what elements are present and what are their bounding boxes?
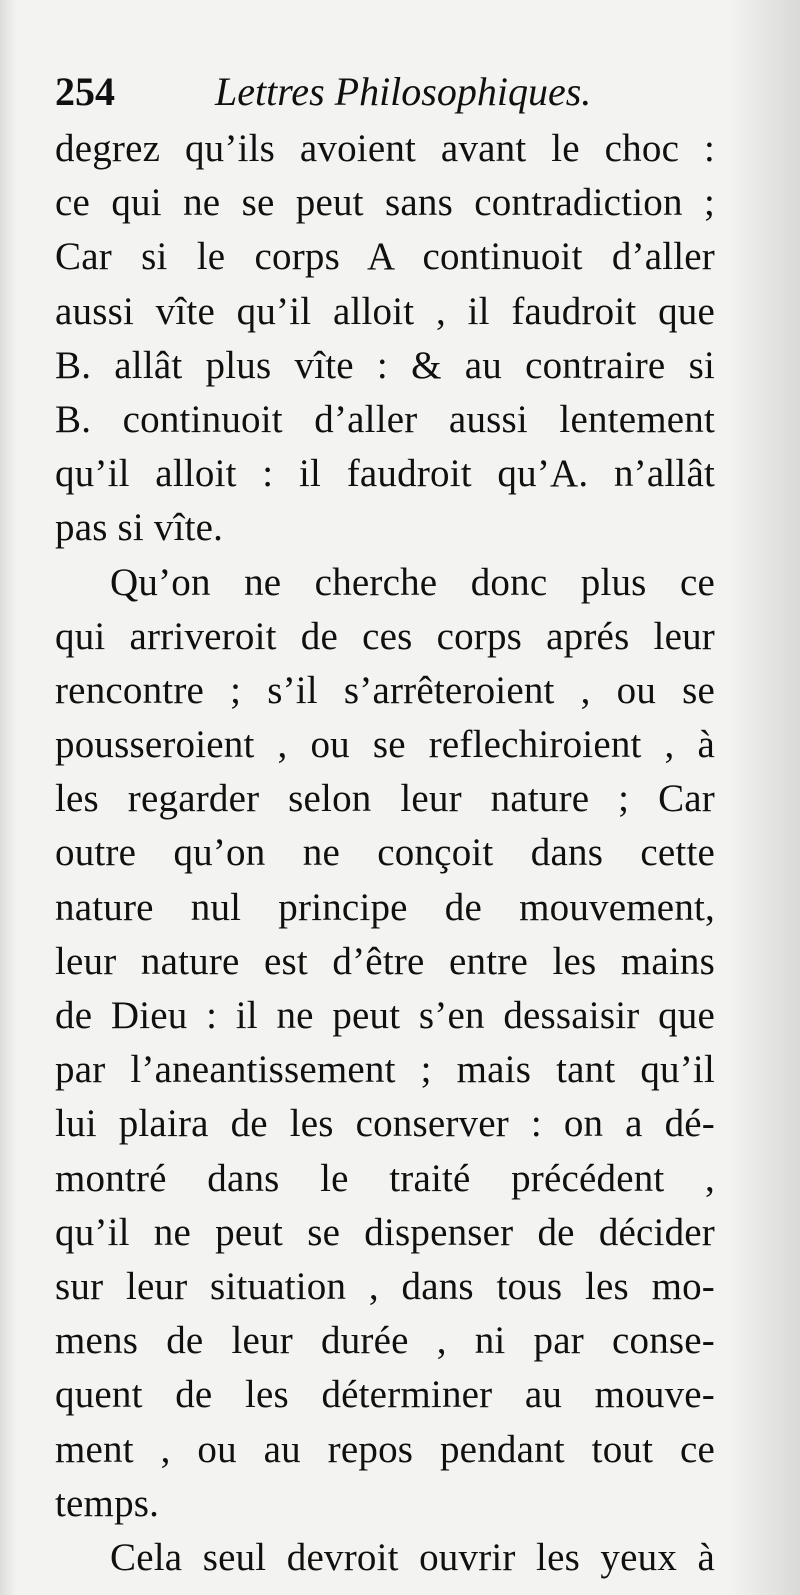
text-line: les regarder selon leur nature ; Car bbox=[55, 777, 715, 821]
text-line: qu’il alloit : il faudroit qu’A. n’allât bbox=[55, 452, 715, 496]
text-line: temps. bbox=[55, 1481, 160, 1525]
body-text bbox=[55, 122, 715, 1585]
text-line: Cela seul devroit ouvrir les yeux à bbox=[110, 1535, 715, 1579]
text-line: degrez qu’ils avoient avant le choc : bbox=[55, 127, 715, 170]
page-header bbox=[55, 62, 715, 122]
text-line: outre qu’on ne conçoit dans cette bbox=[55, 831, 715, 875]
text-line: montré dans le traité précédent , bbox=[55, 1156, 715, 1200]
text-line: pousseroient , ou se reflechiroient , à bbox=[55, 723, 715, 767]
text-line: ce qui ne se peut sans contradiction ; bbox=[55, 181, 715, 225]
text-line: aussi vîte qu’il alloit , il faudroit que bbox=[55, 289, 715, 333]
text-line: qui arriveroit de ces corps aprés leur bbox=[55, 614, 715, 658]
text-line: mens de leur durée , ni par conse- bbox=[55, 1319, 715, 1363]
text-line: B. continuoit d’aller aussi lentement bbox=[55, 397, 715, 441]
text-line: ment , ou au repos pendant tout ce bbox=[55, 1427, 715, 1471]
text-line: rencontre ; s’il s’arrêteroient , ou se bbox=[55, 668, 715, 712]
text-line: pas si vîte. bbox=[55, 506, 224, 550]
text-line: Qu’on ne cherche donc plus ce bbox=[110, 560, 715, 604]
text-line: B. allât plus vîte : & au contraire si bbox=[55, 343, 715, 387]
text-line: de Dieu : il ne peut s’en dessaisir que bbox=[55, 994, 715, 1037]
text-line: lui plaira de les conserver : on a dé- bbox=[55, 1102, 715, 1146]
text-line: nature nul principe de mouvement, bbox=[55, 885, 715, 929]
text-line: qu’il ne peut se dispenser de décider bbox=[55, 1210, 715, 1254]
text-line: sur leur situation , dans tous les mo- bbox=[55, 1264, 715, 1308]
text-line: leur nature est d’être entre les mains bbox=[55, 939, 715, 983]
running-title: Lettres Philosophiques. bbox=[215, 69, 592, 114]
text-line: Car si le corps A continuoit d’aller bbox=[55, 235, 715, 279]
page-number: 254 bbox=[55, 69, 115, 114]
text-line: par l’aneantissement ; mais tant qu’il bbox=[55, 1048, 715, 1092]
text-line: quent de les déterminer au mouve- bbox=[55, 1373, 715, 1417]
